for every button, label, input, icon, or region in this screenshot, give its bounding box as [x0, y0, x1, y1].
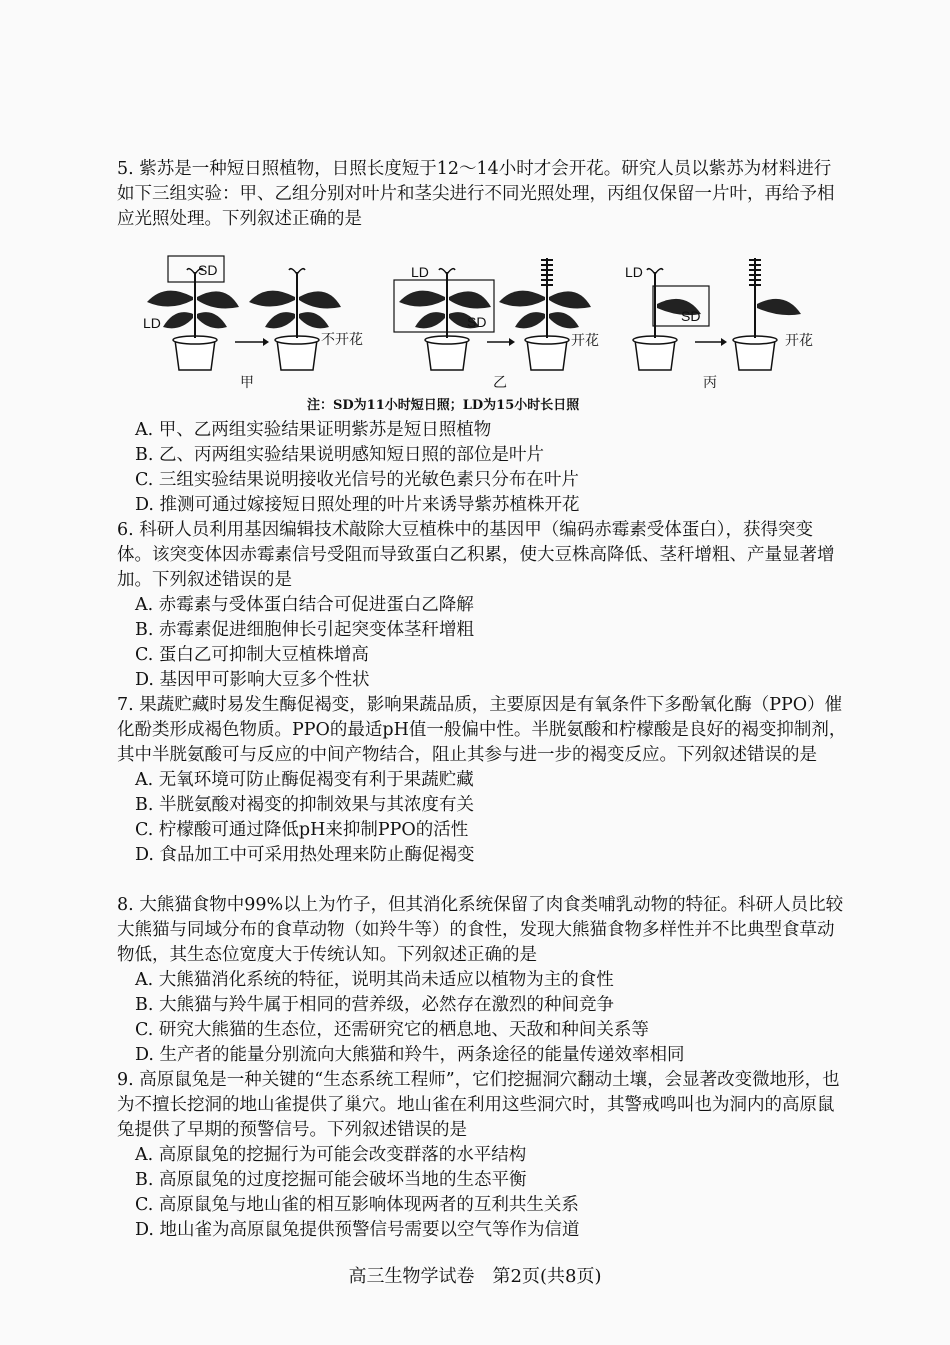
question-7 — [117, 693, 847, 868]
question-6 — [117, 518, 847, 693]
label-flower-c: 开花 — [785, 332, 813, 348]
question-9-stem: 9. 高原鼠兔是一种关键的“生态系统工程师”，它们挖掘洞穴翻动土壤，会显著改变微地形，也为不擅长挖洞的地山雀提供了巢穴。地山雀在利用这些洞穴时，其警戒鸣叫也为洞内的高原鼠兔提供了早期的预警信号。下列叙述错误的是 — [117, 1070, 840, 1140]
option[interactable]: B. 高原鼠兔的过度挖掘可能会破坏当地的生态平衡 — [135, 1170, 527, 1190]
option[interactable]: C. 高原鼠兔与地山雀的相互影响体现两者的互利共生关系 — [135, 1195, 579, 1215]
option[interactable]: A. 赤霉素与受体蛋白结合可促进蛋白乙降解 — [135, 595, 474, 615]
option[interactable]: B. 赤霉素促进细胞伸长引起突变体茎秆增粗 — [135, 620, 474, 640]
option[interactable]: A. 无氧环境可防止酶促褐变有利于果蔬贮藏 — [135, 770, 474, 790]
question-9 — [117, 1068, 847, 1243]
question-5 — [117, 157, 847, 232]
figure-note: 注：SD为11小时短日照；LD为15小时长日照 — [307, 398, 580, 413]
option[interactable]: D. 生产者的能量分别流向大熊猫和羚牛，两条途径的能量传递效率相同 — [135, 1045, 685, 1065]
page-footer: 高三生物学试卷 第2页(共8页) — [348, 1266, 602, 1287]
option[interactable]: A. 高原鼠兔的挖掘行为可能会改变群落的水平结构 — [135, 1145, 527, 1165]
plant-c2 — [733, 258, 801, 370]
option[interactable]: A. 甲、乙两组实验结果证明紫苏是短日照植物 — [135, 420, 492, 440]
option[interactable]: C. 研究大熊猫的生态位，还需研究它的栖息地、天敌和种间关系等 — [135, 1020, 649, 1040]
option[interactable]: B. 半胱氨酸对褐变的抑制效果与其浓度有关 — [135, 795, 474, 815]
option[interactable]: C. 蛋白乙可抑制大豆植株增高 — [135, 645, 369, 665]
option[interactable]: D. 推测可通过嫁接短日照处理的叶片来诱导紫苏植株开花 — [135, 495, 580, 515]
label-ld-a: LD — [143, 315, 161, 331]
question-5-stem: 5. 紫苏是一种短日照植物，日照长度短于12～14小时才会开花。研究人员以紫苏为材料进行如下三组实验：甲、乙组分别对叶片和茎尖进行不同光照处理，丙组仅保留一片叶，再给予相应光照处理。下列叙述正确的是 — [117, 159, 835, 229]
question-8 — [117, 893, 847, 1068]
option[interactable]: D. 基因甲可影响大豆多个性状 — [135, 670, 370, 690]
plant-a1 — [147, 256, 239, 370]
question-8-stem: 8. 大熊猫食物中99%以上为竹子，但其消化系统保留了肉食类哺乳动物的特征。科研人员比较大熊猫与同域分布的食草动物（如羚牛等）的食性，发现大熊猫食物多样性并不比典型食草动物低，其生态位宽度大于传统认知。下列叙述正确的是 — [117, 895, 844, 965]
group-label-a: 甲 — [240, 375, 254, 391]
question-7-stem: 7. 果蔬贮藏时易发生酶促褐变，影响果蔬品质，主要原因是有氧条件下多酚氧化酶（PPO）催化酚类形成褐色物质。PPO的最适pH值一般偏中性。半胱氨酸和柠檬酸是良好的褐变抑制剂，其中半胱氨酸可与反应的中间产物结合，阻止其参与进一步的褐变反应。下列叙述错误的是 — [117, 695, 847, 765]
plant-a2 — [249, 269, 341, 370]
label-flower-b: 开花 — [571, 332, 599, 348]
group-label-c: 丙 — [703, 375, 717, 391]
label-sd-a: SD — [198, 262, 218, 278]
option[interactable]: A. 大熊猫消化系统的特征，说明其尚未适应以植物为主的食性 — [135, 970, 614, 990]
question-6-stem: 6. 科研人员利用基因编辑技术敲除大豆植株中的基因甲（编码赤霉素受体蛋白），获得突变体。该突变体因赤霉素信号受阻而导致蛋白乙积累，使大豆株高降低、茎秆增粗、产量显著增加。下列叙述错误的是 — [117, 520, 835, 590]
group-label-b: 乙 — [493, 375, 507, 391]
label-no-flower: 不开花 — [321, 331, 363, 347]
plant-b2 — [499, 258, 591, 370]
question-5-options — [117, 418, 847, 518]
option[interactable]: B. 乙、丙两组实验结果说明感知短日照的部位是叶片 — [135, 445, 544, 465]
label-sd-b: SD — [467, 314, 487, 330]
option[interactable]: D. 食品加工中可采用热处理来防止酶促褐变 — [135, 845, 475, 865]
photoperiod-figure — [135, 252, 835, 417]
label-sd-c: SD — [681, 308, 701, 324]
option[interactable]: B. 大熊猫与羚牛属于相同的营养级，必然存在激烈的种间竞争 — [135, 995, 614, 1015]
option[interactable]: D. 地山雀为高原鼠兔提供预警信号需要以空气等作为信道 — [135, 1220, 580, 1240]
option[interactable]: C. 柠檬酸可通过降低pH来抑制PPO的活性 — [135, 820, 469, 840]
option[interactable]: C. 三组实验结果说明接收光信号的光敏色素只分布在叶片 — [135, 470, 579, 490]
label-ld-b: LD — [411, 264, 429, 280]
label-ld-c: LD — [625, 264, 643, 280]
